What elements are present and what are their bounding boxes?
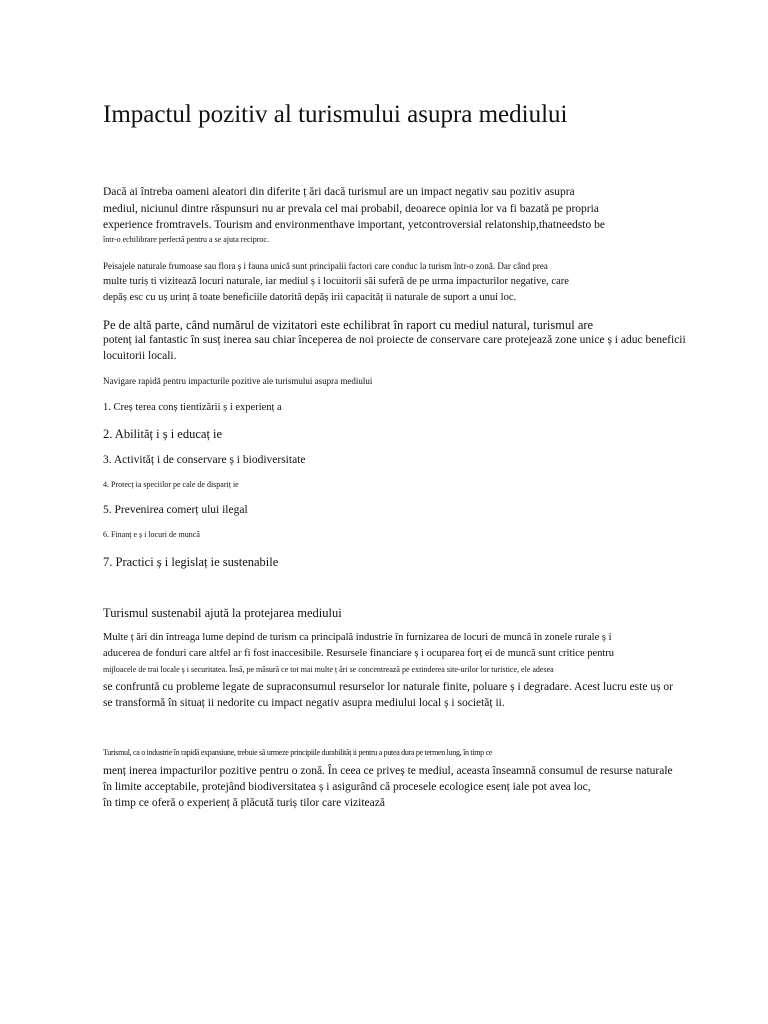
page-title: Impactul pozitiv al turismului asupra mediului: [103, 101, 568, 128]
intro-line: experience fromtravels. Tourism and environmenthave important, yetcontroversial relatonship,thatneedsto be: [103, 219, 605, 231]
paragraph-line: se confruntă cu probleme legate de supraconsumul resurselor lor naturale finite, poluare ș i degradare. Acest lucru este uș or: [103, 681, 673, 693]
nav-item[interactable]: 2. Abilităț i ș i educaț ie: [103, 427, 223, 441]
paragraph-line: mijloacele de trai locale ș i securitatea. Însă, pe măsură ce tot mai multe ț ări se concentrează pe extinderea site-urilor lor turistice, ele adesea: [103, 665, 554, 674]
paragraph-line: potenț ial fantastic în susț inerea sau chiar începerea de noi proiecte de conservare care protejează zone unice ș i aduc beneficii: [103, 334, 686, 346]
intro-line: mediul, niciunul dintre răspunsuri nu ar prevala cel mai probabil, deoarece opinia lor va fi bazată pe propria: [103, 203, 599, 215]
quick-nav-heading: Navigare rapidă pentru impacturile pozitive ale turismului asupra mediului: [103, 376, 373, 386]
nav-item[interactable]: 3. Activităț i de conservare ș i biodiversitate: [103, 454, 306, 466]
nav-item[interactable]: 4. Protecț ia speciilor pe cale de dispariț ie: [103, 480, 239, 489]
paragraph-line: în limite acceptabile, protejând biodiversitatea ș i asigurând că procesele ecologice esenț iale pot avea loc,: [103, 781, 591, 793]
paragraph-line: depăș esc cu uș urinț ă toate beneficiile datorită depăș irii capacităț ii naturale de suport a unui loc.: [103, 292, 517, 303]
paragraph-line: se transformă în situaț ii nedorite cu impact negativ asupra mediului local ș i societăț ii.: [103, 697, 505, 709]
paragraph-line: menț inerea impacturilor pozitive pentru o zonă. În ceea ce priveș te mediul, aceasta înseamnă consumul de resurse naturale: [103, 765, 673, 777]
paragraph-line: locuitorii locali.: [103, 350, 177, 362]
nav-item[interactable]: 6. Finanț e ș i locuri de muncă: [103, 530, 200, 539]
paragraph-line: Multe ț ări din întreaga lume depind de turism ca principală industrie în furnizarea de locuri de muncă în zonele rurale ș i: [103, 632, 612, 643]
nav-item[interactable]: 7. Practici ș i legislaț ie sustenabile: [103, 555, 279, 569]
paragraph-line: Pe de altă parte, când numărul de vizitatori este echilibrat în raport cu mediul natural, turismul are: [103, 318, 594, 332]
paragraph-line: aducerea de fonduri care altfel ar fi fost inaccesibile. Resursele financiare ș i ocuparea forț ei de muncă sunt critice pentru: [103, 648, 615, 659]
intro-line: Dacă ai întreba oameni aleatori din diferite ț ări dacă turismul are un impact negativ sau pozitiv asupra: [103, 186, 575, 198]
nav-item[interactable]: 1. Creș terea conș tientizării ș i experienț a: [103, 402, 282, 413]
paragraph-line: Peisajele naturale frumoase sau flora ș i fauna unică sunt principalii factori care conduc la turism într-o zonă. Dar când prea: [103, 261, 548, 271]
intro-line: într-o echilibrare perfectă pentru a se ajuta reciproc.: [103, 235, 269, 244]
paragraph-line: multe turiș ti vizitează locuri naturale, iar mediul ș i locuitorii săi suferă de pe urma impacturilor negative, care: [103, 276, 569, 287]
section-heading: Turismul sustenabil ajută la protejarea mediului: [103, 606, 342, 620]
paragraph-line: Turismul, ca o industrie în rapidă expansiune, trebuie să urmeze principiile durabilităț ii pentru a putea dura pe termen lung, în timp ce: [103, 748, 493, 757]
paragraph-line: în timp ce oferă o experienț ă plăcută turiș tilor care vizitează: [103, 797, 385, 809]
nav-item[interactable]: 5. Prevenirea comerț ului ilegal: [103, 504, 248, 516]
